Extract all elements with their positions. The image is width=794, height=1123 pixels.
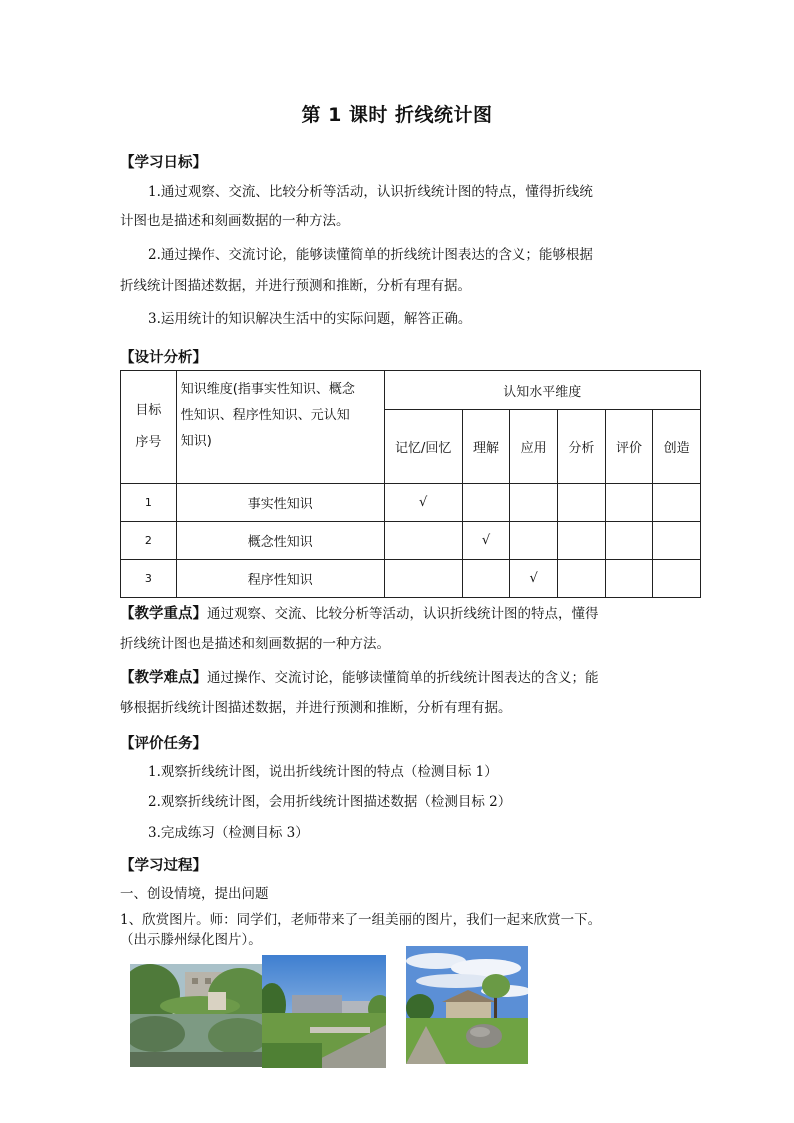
check-cell — [605, 560, 653, 598]
assessment-task-3: 3.完成练习（检测目标 3） — [148, 825, 309, 841]
row-number: 2 — [121, 522, 177, 560]
city-plaza-photo — [262, 955, 386, 1068]
teaching-focus — [120, 600, 599, 628]
focus-line-2: 折线统计图也是描述和刻画数据的一种方法。 — [120, 636, 390, 652]
check-cell — [653, 522, 701, 560]
level-evaluate: 评价 — [605, 410, 653, 484]
focus-line-1: 通过观察、交流、比较分析等活动，认识折线统计图的特点，懂得 — [207, 606, 599, 622]
goal-3-line-1: 3.运用统计的知识解决生活中的实际问题，解答正确。 — [148, 311, 472, 327]
check-cell — [605, 484, 653, 522]
section-difficulty-heading: 【教学难点】 — [120, 670, 207, 686]
page-title: 第 1 课时 折线统计图 — [301, 104, 493, 126]
row-number: 3 — [121, 560, 177, 598]
difficulty-line-2: 够根据折线统计图描述数据，并进行预测和推断，分析有理有据。 — [120, 700, 512, 716]
section-assessment-heading: 【评价任务】 — [120, 736, 207, 752]
level-create: 创造 — [653, 410, 701, 484]
check-cell — [558, 484, 606, 522]
goal-1-line-1: 1.通过观察、交流、比较分析等活动，认识折线统计图的特点，懂得折线统 — [148, 184, 593, 200]
check-cell — [384, 560, 462, 598]
section-process-heading: 【学习过程】 — [120, 858, 207, 874]
check-cell — [462, 560, 510, 598]
level-recall: 记忆/回忆 — [384, 410, 462, 484]
process-paragraph-1-line-1: 1、欣赏图片。师：同学们，老师带来了一组美丽的图片，我们一起来欣赏一下。 — [120, 912, 602, 928]
process-step-1: 一、创设情境，提出问题 — [120, 886, 269, 902]
check-cell — [653, 560, 701, 598]
check-mark: √ — [510, 560, 558, 598]
header-knowledge-dimension: 知识维度(指事实性知识、概念 性知识、程序性知识、元认知 知识) — [176, 371, 384, 484]
table-row — [121, 484, 701, 522]
goal-2-line-2: 折线统计图描述数据，并进行预测和推断，分析有理有据。 — [120, 278, 471, 294]
level-analyze: 分析 — [558, 410, 606, 484]
check-cell — [462, 484, 510, 522]
goal-2-line-1: 2.通过操作、交流讨论，能够读懂简单的折线统计图表达的含义；能够根据 — [148, 247, 593, 263]
section-focus-heading: 【教学重点】 — [120, 606, 207, 622]
goal-1-line-2: 计图也是描述和刻画数据的一种方法。 — [120, 213, 350, 229]
check-cell — [605, 522, 653, 560]
assessment-task-2: 2.观察折线统计图，会用折线统计图描述数据（检测目标 2） — [148, 794, 512, 810]
level-apply: 应用 — [510, 410, 558, 484]
check-cell — [384, 522, 462, 560]
header-cognitive-dimension: 认知水平维度 — [384, 371, 700, 410]
process-paragraph-1-line-2: （出示滕州绿化图片）。 — [120, 932, 262, 948]
difficulty-line-1: 通过操作、交流讨论，能够读懂简单的折线统计图表达的含义；能 — [207, 670, 599, 686]
check-cell — [510, 484, 558, 522]
header-target-number: 目标 序号 — [121, 371, 177, 484]
park-pond-photo — [130, 964, 262, 1067]
row-knowledge: 概念性知识 — [176, 522, 384, 560]
row-knowledge: 事实性知识 — [176, 484, 384, 522]
check-cell — [558, 560, 606, 598]
check-cell — [558, 522, 606, 560]
table-row — [121, 560, 701, 598]
row-knowledge: 程序性知识 — [176, 560, 384, 598]
row-number: 1 — [121, 484, 177, 522]
section-goals-heading: 【学习日标】 — [120, 155, 207, 171]
design-analysis-table — [120, 370, 701, 598]
assessment-task-1: 1.观察折线统计图，说出折线统计图的特点（检测目标 1） — [148, 764, 498, 780]
level-understand: 理解 — [462, 410, 510, 484]
teaching-difficulty — [120, 664, 599, 692]
check-mark: √ — [384, 484, 462, 522]
check-cell — [510, 522, 558, 560]
section-design-heading: 【设计分析】 — [120, 350, 207, 366]
check-cell — [653, 484, 701, 522]
garden-rock-photo — [406, 946, 528, 1064]
check-mark: √ — [462, 522, 510, 560]
table-row — [121, 522, 701, 560]
